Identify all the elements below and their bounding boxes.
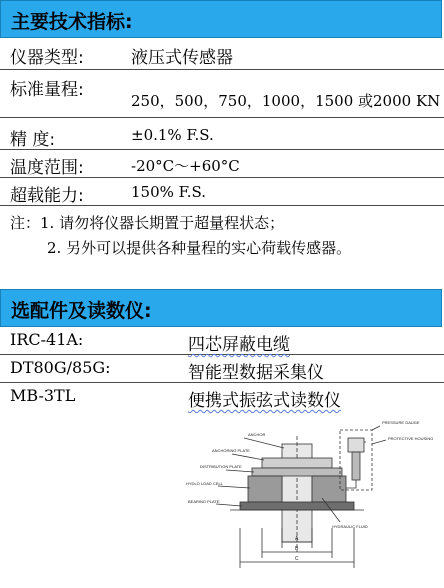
spec-label: 超载能力:: [10, 186, 84, 206]
accessory-model: DT80G/85G:: [10, 358, 111, 377]
spec-label: 精 度:: [10, 130, 56, 150]
accessory-desc: 智能型数据采集仪: [188, 363, 324, 383]
diagram-label-distribution-plate: DISTRIBUTION PLATE: [200, 464, 242, 469]
diagram-label-protective-housing: PROTECTIVE HOUSING: [388, 436, 434, 441]
spec-value: 液压式传感器: [131, 48, 233, 68]
accessory-desc: 便携式振弦式读数仪: [188, 391, 341, 411]
spec-value: 250，500，750，1000，1500 或2000 KN: [131, 92, 441, 110]
spec-value: 150% F.S.: [131, 183, 206, 201]
diagram-label-anchor: ANCHOR: [248, 432, 266, 437]
spec-note-2: 2. 另外可以提供各种量程的实心荷载传感器。: [47, 239, 352, 257]
diagram-label-bearing-plate: BEARING PLATE: [188, 499, 220, 504]
diagram-dim-a: A: [295, 536, 299, 542]
spec-label: 温度范围:: [10, 158, 84, 178]
diagram-label-hydraulic-fluid: HYDRAULIC FLUID: [332, 524, 368, 529]
diagram-dim-b: B: [295, 546, 299, 552]
spec-value: -20°C～+60°C: [131, 157, 240, 175]
diagram-label-load-cell: HYDLO LOAD CELL: [186, 481, 223, 486]
spec-note-1: 注：1. 请勿将仪器长期置于超量程状态；: [10, 214, 285, 232]
accessory-model: IRC-41A:: [10, 330, 84, 349]
spec-label: 仪器类型:: [10, 48, 84, 68]
diagram-label-anchoring-plate: ANCHORING PLATE: [212, 448, 250, 453]
spec-section-title: 主要技术指标:: [11, 11, 133, 33]
accessory-desc: 四芯屏蔽电缆: [188, 335, 290, 355]
accessories-section-title: 选配件及读数仪:: [11, 300, 152, 322]
spec-label: 标准量程:: [10, 80, 84, 100]
accessory-model: MB-3TL: [10, 386, 76, 405]
spec-value: ±0.1% F.S.: [131, 126, 214, 144]
diagram-dim-c: C: [295, 556, 299, 562]
diagram-label-pressure-gauge: PRESSURE GAUGE: [382, 420, 420, 425]
